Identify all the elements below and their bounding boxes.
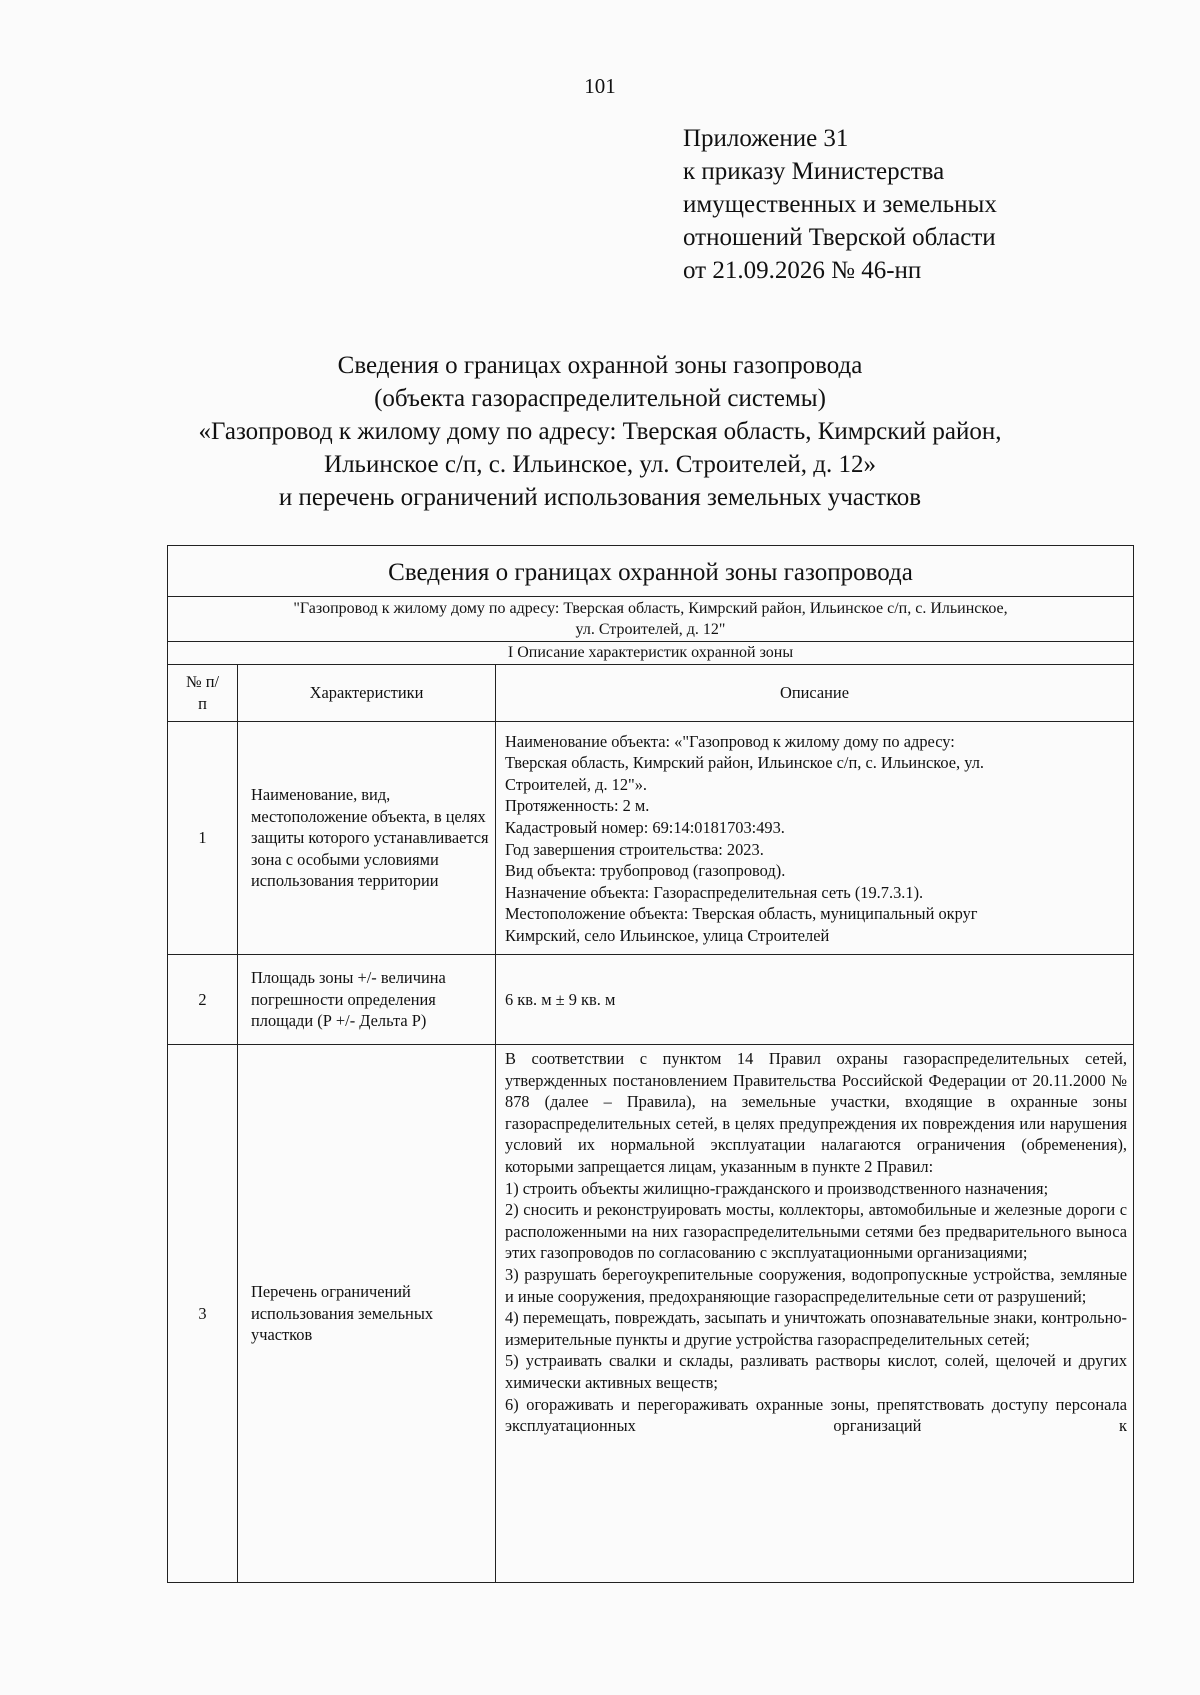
row-characteristic: Перечень ограничений использования земельных участков: [238, 1045, 496, 1583]
title-line: и перечень ограничений использования земельных участков: [278, 484, 922, 511]
description-line: Кимрский, село Ильинское, улица Строителей: [505, 925, 830, 945]
description-line: Протяженность: 2 м.: [505, 796, 650, 816]
row-description: [496, 722, 1134, 955]
table-row: [168, 955, 1134, 1045]
description-paragraph: В соответствии с пунктом 14 Правил охраны газораспределительных сетей, утвержденных постановлением Правительства Российской Федерации от 20.11.2000 № 878 (далее – Правила), на земельные участки, входящие в охранные зоны газораспределительных сетей, в целях предупреждения их повреждения или нарушения условий их нормальной эксплуатации налагаются ограничения (обременения), которыми запрещается лицам, указанным в пункте 2 Правил:: [505, 1049, 1128, 1176]
header-characteristics: Характеристики: [238, 665, 496, 722]
description-line: Строителей, д. 12"».: [505, 774, 648, 794]
table-row: [168, 722, 1134, 955]
page-number: 101: [584, 74, 616, 98]
section-heading: I Описание характеристик охранной зоны: [168, 642, 1134, 665]
description-line: Тверская область, Кимрский район, Ильинское с/п, с. Ильинское, ул.: [505, 753, 984, 773]
header-num: № п/п: [168, 665, 238, 722]
header-description: Описание: [496, 665, 1134, 722]
appendix-block: [683, 122, 997, 287]
description-line: Год завершения строительства: 2023.: [505, 839, 764, 859]
title-line: «Газопровод к жилому дому по адресу: Тверская область, Кимрский район,: [198, 418, 1002, 445]
zone-info-table: [167, 545, 1134, 1583]
row-description: [496, 1045, 1134, 1583]
table-title: Сведения о границах охранной зоны газопровода: [168, 546, 1134, 597]
row-number: 1: [168, 722, 238, 955]
description-paragraph: 3) разрушать берегоукрепительные сооружения, водопропускные устройства, земляные и иные сооружения, предохраняющие газораспределительные сети от разрушений;: [505, 1264, 1128, 1306]
object-line: "Газопровод к жилому дому по адресу: Тверская область, Кимрский район, Ильинское с/п, с. Ильинское,: [293, 600, 1008, 617]
row-number: 2: [168, 955, 238, 1045]
description-line: Местоположение объекта: Тверская область, муниципальный округ: [505, 904, 978, 924]
description-paragraph: 2) сносить и реконструировать мосты, коллекторы, автомобильные и железные дороги с расположенными на них газораспределительными сетями без предварительного выноса этих газопроводов по согласованию с эксплуатационными организациями;: [505, 1200, 1128, 1263]
description-line: Наименование объекта: «"Газопровод к жилому дому по адресу:: [505, 731, 955, 751]
description-line: Назначение объекта: Газораспределительная сеть (19.7.3.1).: [505, 882, 924, 902]
title-line: Ильинское с/п, с. Ильинское, ул. Строителей, д. 12»: [324, 451, 876, 478]
appendix-line: имущественных и земельных: [683, 191, 997, 218]
title-line: Сведения о границах охранной зоны газопровода: [337, 352, 863, 379]
description-paragraph: 5) устраивать свалки и склады, разливать растворы кислот, солей, щелочей и других химически активных веществ;: [505, 1351, 1128, 1392]
table-row: [168, 1045, 1134, 1583]
appendix-line: к приказу Министерства: [683, 158, 945, 185]
row-characteristic: Наименование, вид, местоположение объекта, в целях защиты которого устанавливается зона с особыми условиями использования территории: [238, 722, 496, 955]
row-characteristic: Площадь зоны +/- величина погрешности определения площади (Р +/- Дельта Р): [238, 955, 496, 1045]
description-paragraph: 4) перемещать, повреждать, засыпать и уничтожать опознавательные знаки, контрольно-измерительные пункты и другие устройства газораспределительных сетей;: [505, 1308, 1128, 1349]
appendix-line: от 21.09.2026 № 46-нп: [683, 257, 922, 284]
object-line: ул. Строителей, д. 12": [575, 621, 726, 638]
title-line: (объекта газораспределительной системы): [374, 385, 826, 412]
appendix-line: Приложение 31: [683, 125, 849, 152]
description-paragraph: 1) строить объекты жилищно-гражданского и производственного назначения;: [505, 1178, 1049, 1198]
appendix-line: отношений Тверской области: [683, 224, 996, 251]
table-header-row: [168, 665, 1134, 722]
table-object-name: [168, 597, 1134, 642]
description-paragraph: 6) огораживать и перегораживать охранные зоны, препятствовать доступу персонала эксплуатационных организаций к: [505, 1394, 1128, 1436]
description-line: Кадастровый номер: 69:14:0181703:493.: [505, 817, 785, 837]
description-line: Вид объекта: трубопровод (газопровод).: [505, 861, 786, 881]
document-title: [0, 349, 1200, 514]
row-description: 6 кв. м ± 9 кв. м: [496, 955, 1134, 1045]
row-number: 3: [168, 1045, 238, 1583]
